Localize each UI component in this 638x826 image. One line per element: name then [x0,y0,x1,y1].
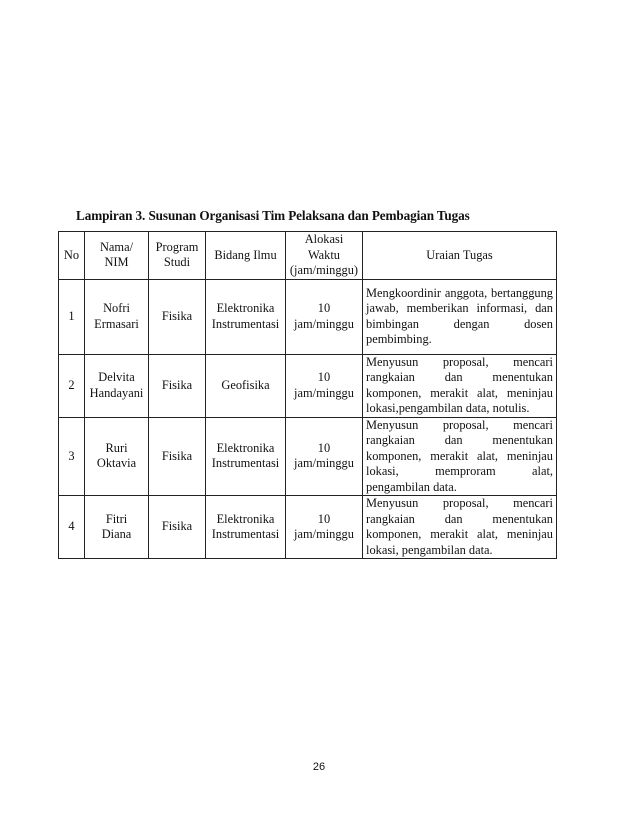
cell-alokasi-waktu: 10 jam/minggu [286,496,363,559]
cell-nama-nim: Ruri Oktavia [85,417,149,496]
cell-uraian-tugas: Menyusun proposal, mencari rangkaian dan menentukan komponen, merakit alat, meninjau lokasi, pengambilan data. [363,496,557,559]
cell-program-studi: Fisika [149,279,206,354]
cell-uraian-tugas: Menyusun proposal, mencari rangkaian dan menentukan komponen, merakit alat, meninjau lokasi, memproram alat, pengambilan data. [363,417,557,496]
cell-nama-nim: Nofri Ermasari [85,279,149,354]
cell-no: 2 [59,354,85,417]
cell-alokasi-waktu: 10 jam/minggu [286,417,363,496]
table-row [59,354,557,417]
cell-bidang-ilmu: Geofisika [206,354,286,417]
table-row [59,279,557,354]
cell-bidang-ilmu: Elektronika Instrumentasi [206,496,286,559]
header-alokasi-waktu: Alokasi Waktu (jam/minggu) [286,232,363,280]
cell-no: 4 [59,496,85,559]
table-row [59,417,557,496]
cell-nama-nim: Fitri Diana [85,496,149,559]
header-program-studi: Program Studi [149,232,206,280]
cell-no: 3 [59,417,85,496]
cell-program-studi: Fisika [149,496,206,559]
cell-uraian-tugas: Menyusun proposal, mencari rangkaian dan menentukan komponen, merakit alat, meninjau lokasi,pengambilan data, notulis. [363,354,557,417]
table-caption: Lampiran 3. Susunan Organisasi Tim Pelaksana dan Pembagian Tugas [76,208,470,223]
cell-alokasi-waktu: 10 jam/minggu [286,279,363,354]
header-uraian-tugas: Uraian Tugas [363,232,557,280]
cell-nama-nim: Delvita Handayani [85,354,149,417]
cell-bidang-ilmu: Elektronika Instrumentasi [206,417,286,496]
team-organization-table [58,231,557,559]
page-number: 26 [312,761,326,773]
header-bidang-ilmu: Bidang Ilmu [206,232,286,280]
table-header-row [59,232,557,280]
table-row [59,496,557,559]
header-no: No [59,232,85,280]
header-nama-nim: Nama/ NIM [85,232,149,280]
cell-alokasi-waktu: 10 jam/minggu [286,354,363,417]
cell-program-studi: Fisika [149,354,206,417]
cell-program-studi: Fisika [149,417,206,496]
cell-no: 1 [59,279,85,354]
cell-uraian-tugas: Mengkoordinir anggota, bertanggung jawab, memberikan informasi, dan bimbingan dengan dosen pembimbing. [363,279,557,354]
cell-bidang-ilmu: Elektronika Instrumentasi [206,279,286,354]
